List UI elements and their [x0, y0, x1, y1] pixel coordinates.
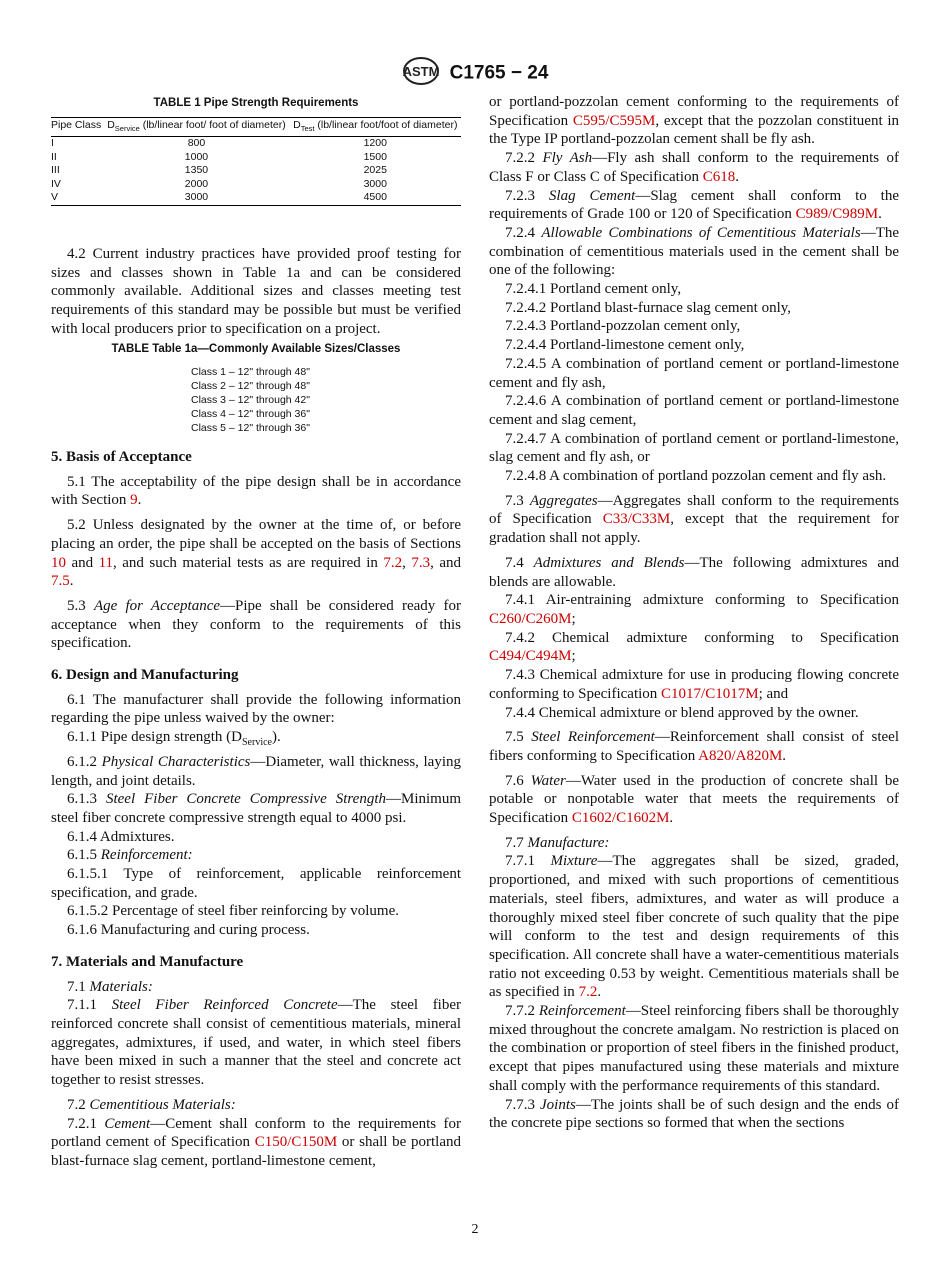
cross-reference-link[interactable]: C595/C595M	[572, 112, 656, 129]
text-run: ,	[402, 554, 412, 571]
paragraph	[489, 666, 899, 703]
cross-reference-link[interactable]: C150/C150M	[254, 1134, 338, 1151]
svg-text:ASTM: ASTM	[402, 64, 440, 79]
text-run: —Cement shall conform to the requirements for portland cement of Specification	[51, 1115, 461, 1151]
pipe-strength-table	[51, 117, 461, 206]
cross-reference-link[interactable]: 7.2	[578, 984, 598, 1001]
cross-reference-link[interactable]: 9	[130, 492, 138, 509]
text-run: 5.3	[67, 597, 94, 614]
text-run: 6.1.4 Admixtures.	[67, 828, 175, 845]
text-run: or shall be portland blast-furnace slag cement, portland-limestone cement,	[51, 1134, 461, 1169]
astm-logo-icon	[402, 56, 440, 91]
text-run: 6.1.5.1 Type of reinforcement, applicable reinforcement specification, and grade.	[51, 866, 461, 901]
header-subscript: Service	[114, 123, 140, 133]
text-run: 7.4	[505, 554, 534, 571]
paragraph	[489, 392, 899, 429]
text-run: —The combination of cementitious materials used in the cement shall be one of the following:	[489, 224, 900, 279]
text-run: 7.7.3	[505, 1096, 540, 1113]
table-cell: III	[51, 164, 60, 177]
paragraph	[51, 921, 461, 940]
text-run: 6.1.2	[67, 753, 102, 770]
table-row	[51, 137, 461, 151]
text-run: 7.4.3 Chemical admixture for use in producing flowing concrete conforming to Specification	[489, 667, 899, 702]
paragraph	[489, 772, 899, 828]
text-run: ; and	[758, 685, 789, 702]
text-run: —Diameter, wall thickness, laying length, and joint details.	[51, 753, 461, 789]
cross-reference-link[interactable]: C1602/C1602M	[571, 810, 670, 827]
paragraph	[51, 597, 461, 653]
cross-reference-link[interactable]: C1017/C1017M	[661, 685, 759, 702]
table1a-title: TABLE Table 1a—Commonly Available Sizes/Classes	[111, 343, 401, 356]
cross-reference-link[interactable]: C618	[702, 168, 736, 185]
text-run: 6.1.5.2 Percentage of steel fiber reinforcing by volume.	[67, 903, 399, 920]
table-row	[51, 151, 461, 165]
text-run: —The steel fiber reinforced concrete shall consist of cementitious materials, mineral aggregates, admixtures, if used, and water, in which steel fibers have been mixed in such a manner that the steel and concrete act together to resist stresses.	[51, 997, 462, 1089]
table-row	[51, 178, 461, 192]
text-run: .	[878, 206, 882, 223]
table-row	[51, 164, 461, 178]
cross-reference-link[interactable]: A820/A820M	[698, 747, 783, 764]
text-run: 6.1.3	[67, 791, 106, 808]
table-cell: II	[51, 150, 57, 163]
cross-reference-link[interactable]: 7.3	[411, 554, 431, 571]
cross-reference-link[interactable]: 11	[98, 554, 114, 571]
paragraph	[51, 691, 461, 728]
text-run: 7.4.4 Chemical admixture or blend approved by the owner.	[505, 704, 859, 721]
sizes-classes-list	[191, 365, 461, 435]
cross-reference-link[interactable]: 10	[51, 554, 66, 571]
italic-term: Manufacture:	[527, 834, 610, 851]
section-heading: 7. Materials and Manufacture	[51, 953, 244, 970]
paragraph	[51, 753, 461, 790]
italic-term: Joints	[540, 1096, 576, 1113]
text-run: ).	[271, 729, 281, 746]
text-run: 7.3	[505, 492, 530, 509]
text-run: .	[735, 168, 740, 185]
text-run: and	[66, 554, 99, 571]
paragraph	[51, 473, 461, 510]
text-run: .	[69, 573, 74, 590]
table-cell: I	[51, 137, 54, 150]
paragraph	[489, 187, 899, 224]
paragraph	[51, 996, 461, 1090]
text-run: 7.7	[505, 834, 528, 851]
table-cell: 1350	[184, 164, 209, 177]
table-cell: 3000	[363, 177, 387, 190]
cross-reference-link[interactable]: C33/C33M	[602, 511, 671, 528]
paragraph	[489, 430, 899, 467]
list-item: Class 5 – 12" through 36"	[191, 422, 310, 435]
paragraph	[489, 834, 899, 853]
left-column	[51, 94, 461, 1171]
text-run: 7.2.4	[505, 224, 542, 241]
italic-term: Steel Reinforcement	[531, 729, 655, 746]
text-run: 4.2 Current industry practices have provided proof testing for sizes and classes shown in Table 1a and can be considered commonly available. Additional sizes and classes meeting test requirements of this standard may be possible but must be verified with local producers prior to specification on a project.	[51, 245, 461, 337]
text-run: —Minimum steel fiber concrete compressive strength equal to 4000 psi.	[51, 791, 462, 826]
page-number: 2	[471, 1222, 479, 1237]
text-run: 7.2.1	[67, 1115, 105, 1132]
text-run: —Fly ash shall conform to the requirements of Class F or Class C of Specification	[489, 150, 900, 185]
paragraph	[51, 516, 461, 591]
text-run: 7.2.2	[505, 150, 543, 167]
italic-term: Cementitious Materials:	[89, 1096, 236, 1113]
paragraph	[51, 245, 461, 339]
paragraph	[489, 149, 899, 186]
header-text: (lb/linear foot/foot of diameter)	[314, 118, 458, 131]
cross-reference-link[interactable]: 7.2	[383, 554, 403, 571]
standard-designation: C1765 − 24	[449, 62, 549, 84]
paragraph	[51, 978, 461, 997]
table-cell: 1500	[363, 150, 387, 163]
table-header-cell	[103, 117, 289, 137]
list-item: Class 4 – 12" through 36"	[191, 408, 310, 421]
text-run: 7.2.4.1 Portland cement only,	[505, 281, 682, 298]
table-header-cell	[290, 117, 461, 137]
italic-term: Mixture	[550, 853, 598, 870]
paragraph	[489, 591, 899, 628]
italic-term: Age for Acceptance	[93, 597, 221, 614]
table-cell: 1200	[363, 137, 387, 150]
italic-term: Cement	[104, 1115, 151, 1132]
paragraph	[489, 336, 899, 355]
table-cell: 1000	[184, 150, 209, 163]
italic-term: Water	[530, 772, 566, 789]
paragraph	[51, 846, 461, 865]
table-cell: 2000	[184, 177, 209, 190]
text-run: .	[782, 747, 787, 764]
cross-reference-link[interactable]: C989/C989M	[795, 206, 879, 223]
italic-term: Physical Characteristics	[101, 753, 251, 770]
text-run: —The joints shall be of such design and the ends of the concrete pipe sections so formed that when the sections	[489, 1096, 900, 1132]
text-run: 7.6	[505, 772, 531, 789]
paragraph	[489, 299, 899, 318]
text-run: 5.2 Unless designated by the owner at the time of, or before placing an order, the pipe shall be accepted on the basis of Sections	[51, 517, 461, 552]
table-cell: 800	[187, 137, 206, 150]
text-run: or portland-pozzolan cement conforming to the requirements of Specification	[489, 94, 899, 129]
text-run: 7.2.4.2 Portland blast-furnace slag cement only,	[505, 299, 792, 316]
list-item: Class 3 – 12" through 42"	[191, 394, 310, 407]
cross-reference-link[interactable]: 7.5	[51, 573, 70, 590]
paragraph	[51, 865, 461, 902]
paragraph	[489, 355, 899, 392]
header-text: D	[293, 118, 301, 131]
text-run: —Steel reinforcing fibers shall be thoroughly mixed throughout the concrete amalgam. No restriction is placed on the combination or proportion of steel fibers in the finished product, except that pipes manufactured using these materials and mixture shall comply with the performance requirements of this standard.	[489, 1003, 899, 1094]
header-text: (lb/linear foot/ foot of diameter)	[139, 118, 286, 131]
paragraph	[489, 629, 899, 666]
paragraph	[489, 492, 899, 548]
text-run: 7.2.4.5 A combination of portland cement or portland-limestone cement and fly ash,	[489, 355, 899, 391]
text-run: 5.1 The acceptability of the pipe design shall be in accordance with Section	[51, 473, 461, 509]
text-run: , except that the requirement for gradation shall not apply.	[489, 511, 899, 547]
table-cell: IV	[51, 177, 61, 190]
paragraph	[51, 828, 461, 847]
text-run: 7.7.1	[505, 853, 551, 870]
text-run: 7.2.4.8 A combination of portland pozzolan cement and fly ash.	[505, 468, 887, 485]
text-run: 7.2	[67, 1096, 90, 1113]
text-run: 7.1	[67, 978, 90, 995]
paragraph	[489, 1002, 899, 1096]
paragraph	[51, 902, 461, 921]
paragraph	[489, 93, 899, 149]
italic-term: Reinforcement:	[100, 847, 193, 864]
text-run: , and	[430, 554, 461, 571]
text-run: 7.4.2 Chemical admixture conforming to Specification	[505, 629, 899, 646]
italic-term: Steel Fiber Concrete Compressive Strength	[105, 791, 386, 808]
text-run: 6.1.1 Pipe design strength (D	[67, 729, 242, 746]
text-run: , except that the pozzolan constituent in the Type IP portland-pozzolan cement shall be fly ash.	[489, 112, 900, 148]
text-run: , and such material tests as are required in	[113, 554, 384, 571]
paragraph	[51, 728, 461, 753]
paragraph	[489, 554, 899, 591]
text-run: .	[669, 810, 674, 827]
text-run: —Reinforcement shall consist of steel fibers conforming to Specification	[489, 729, 900, 764]
paragraph	[489, 317, 899, 336]
text-run: —Pipe shall be considered ready for acceptance when they conform to the requirements of this specification.	[51, 597, 461, 652]
paragraph	[51, 790, 461, 827]
table-row	[51, 191, 461, 205]
text-run: 7.2.4.3 Portland-pozzolan cement only,	[505, 318, 741, 335]
italic-term: Steel Fiber Reinforced Concrete	[111, 997, 338, 1014]
paragraph	[489, 1096, 899, 1133]
list-item: Class 2 – 12" through 48"	[191, 380, 310, 393]
italic-term: Reinforcement	[538, 1003, 626, 1020]
subscript: Service	[241, 737, 272, 749]
text-run: 7.2.4.4 Portland-limestone cement only,	[505, 337, 745, 354]
table-cell: V	[51, 191, 59, 204]
list-item: Class 1 – 12" through 48"	[191, 366, 310, 379]
text-run: 7.5	[505, 729, 532, 746]
cross-reference-link[interactable]: C494/C494M	[489, 648, 572, 665]
italic-term: Slag Cement	[548, 187, 636, 204]
section-heading: 6. Design and Manufacturing	[51, 667, 239, 684]
text-run: 6.1.5	[67, 847, 101, 864]
table-cell: 2025	[363, 164, 387, 177]
section-heading: 5. Basis of Acceptance	[51, 449, 192, 466]
paragraph	[489, 704, 899, 723]
paragraph	[489, 467, 899, 486]
text-run: .	[137, 492, 142, 509]
paragraph	[489, 280, 899, 299]
text-run: —The aggregates shall be sized, graded, proportioned, and mixed with such proportions of cementitious materials, steel fibers, admixtures, and water as will produce a thoroughly mixed steel fiber concrete of such quality that the pipe will conform to the test and design requirements of this specification. All concrete shall have a water-cementitious materials ratio not exceeding 0.53 by weight. Cementitious materials shall be as specified in	[489, 853, 899, 1001]
table-cell: 4500	[363, 191, 387, 204]
table1-title: TABLE 1 Pipe Strength Requirements	[153, 97, 359, 109]
paragraph	[51, 1115, 461, 1171]
text-run: 7.7.2	[505, 1003, 539, 1020]
italic-term: Admixtures and Blends	[533, 554, 685, 571]
paragraph	[489, 852, 899, 1002]
text-run: ;	[571, 610, 576, 627]
text-run: —Water used in the production of concrete shall be potable or nonpotable water that meets the requirements of Specification	[489, 772, 900, 827]
italic-term: Aggregates	[529, 492, 598, 509]
table-cell: 3000	[184, 191, 209, 204]
text-run: 7.4.1 Air-entraining admixture conforming to Specification	[505, 592, 899, 609]
italic-term: Materials:	[89, 978, 153, 995]
italic-term: Allowable Combinations of Cementitious Materials	[541, 224, 861, 241]
text-run: .	[597, 984, 602, 1001]
text-run: ;	[571, 648, 576, 665]
header-text: Pipe Class	[51, 118, 102, 131]
text-run: 7.1.1	[67, 997, 112, 1014]
text-run: 7.2.3	[505, 187, 549, 204]
paragraph	[51, 1096, 461, 1115]
header-text: D	[107, 118, 115, 131]
text-run: 7.2.4.7 A combination of portland cement or portland-limestone, slag cement and fly ash, or	[489, 430, 899, 466]
paragraph	[489, 728, 899, 765]
cross-reference-link[interactable]: C260/C260M	[489, 610, 572, 627]
text-run: —Slag cement shall conform to the requirements of Grade 100 or 120 of Specification	[489, 187, 899, 223]
page-header	[0, 56, 950, 91]
right-column	[489, 93, 899, 1133]
header-subscript: Test	[300, 123, 315, 133]
paragraph	[489, 224, 899, 280]
text-run: —The following admixtures and blends are allowable.	[489, 554, 900, 590]
text-run: 6.1.6 Manufacturing and curing process.	[67, 922, 310, 939]
text-run: 7.2.4.6 A combination of portland cement or portland-limestone cement and slag cement,	[489, 393, 899, 428]
italic-term: Fly Ash	[542, 150, 593, 167]
table-header-cell	[51, 117, 103, 137]
text-run: —Aggregates shall conform to the requirements of Specification	[489, 492, 899, 528]
text-run: 6.1 The manufacturer shall provide the following information regarding the pipe unless waived by the owner:	[51, 691, 461, 727]
